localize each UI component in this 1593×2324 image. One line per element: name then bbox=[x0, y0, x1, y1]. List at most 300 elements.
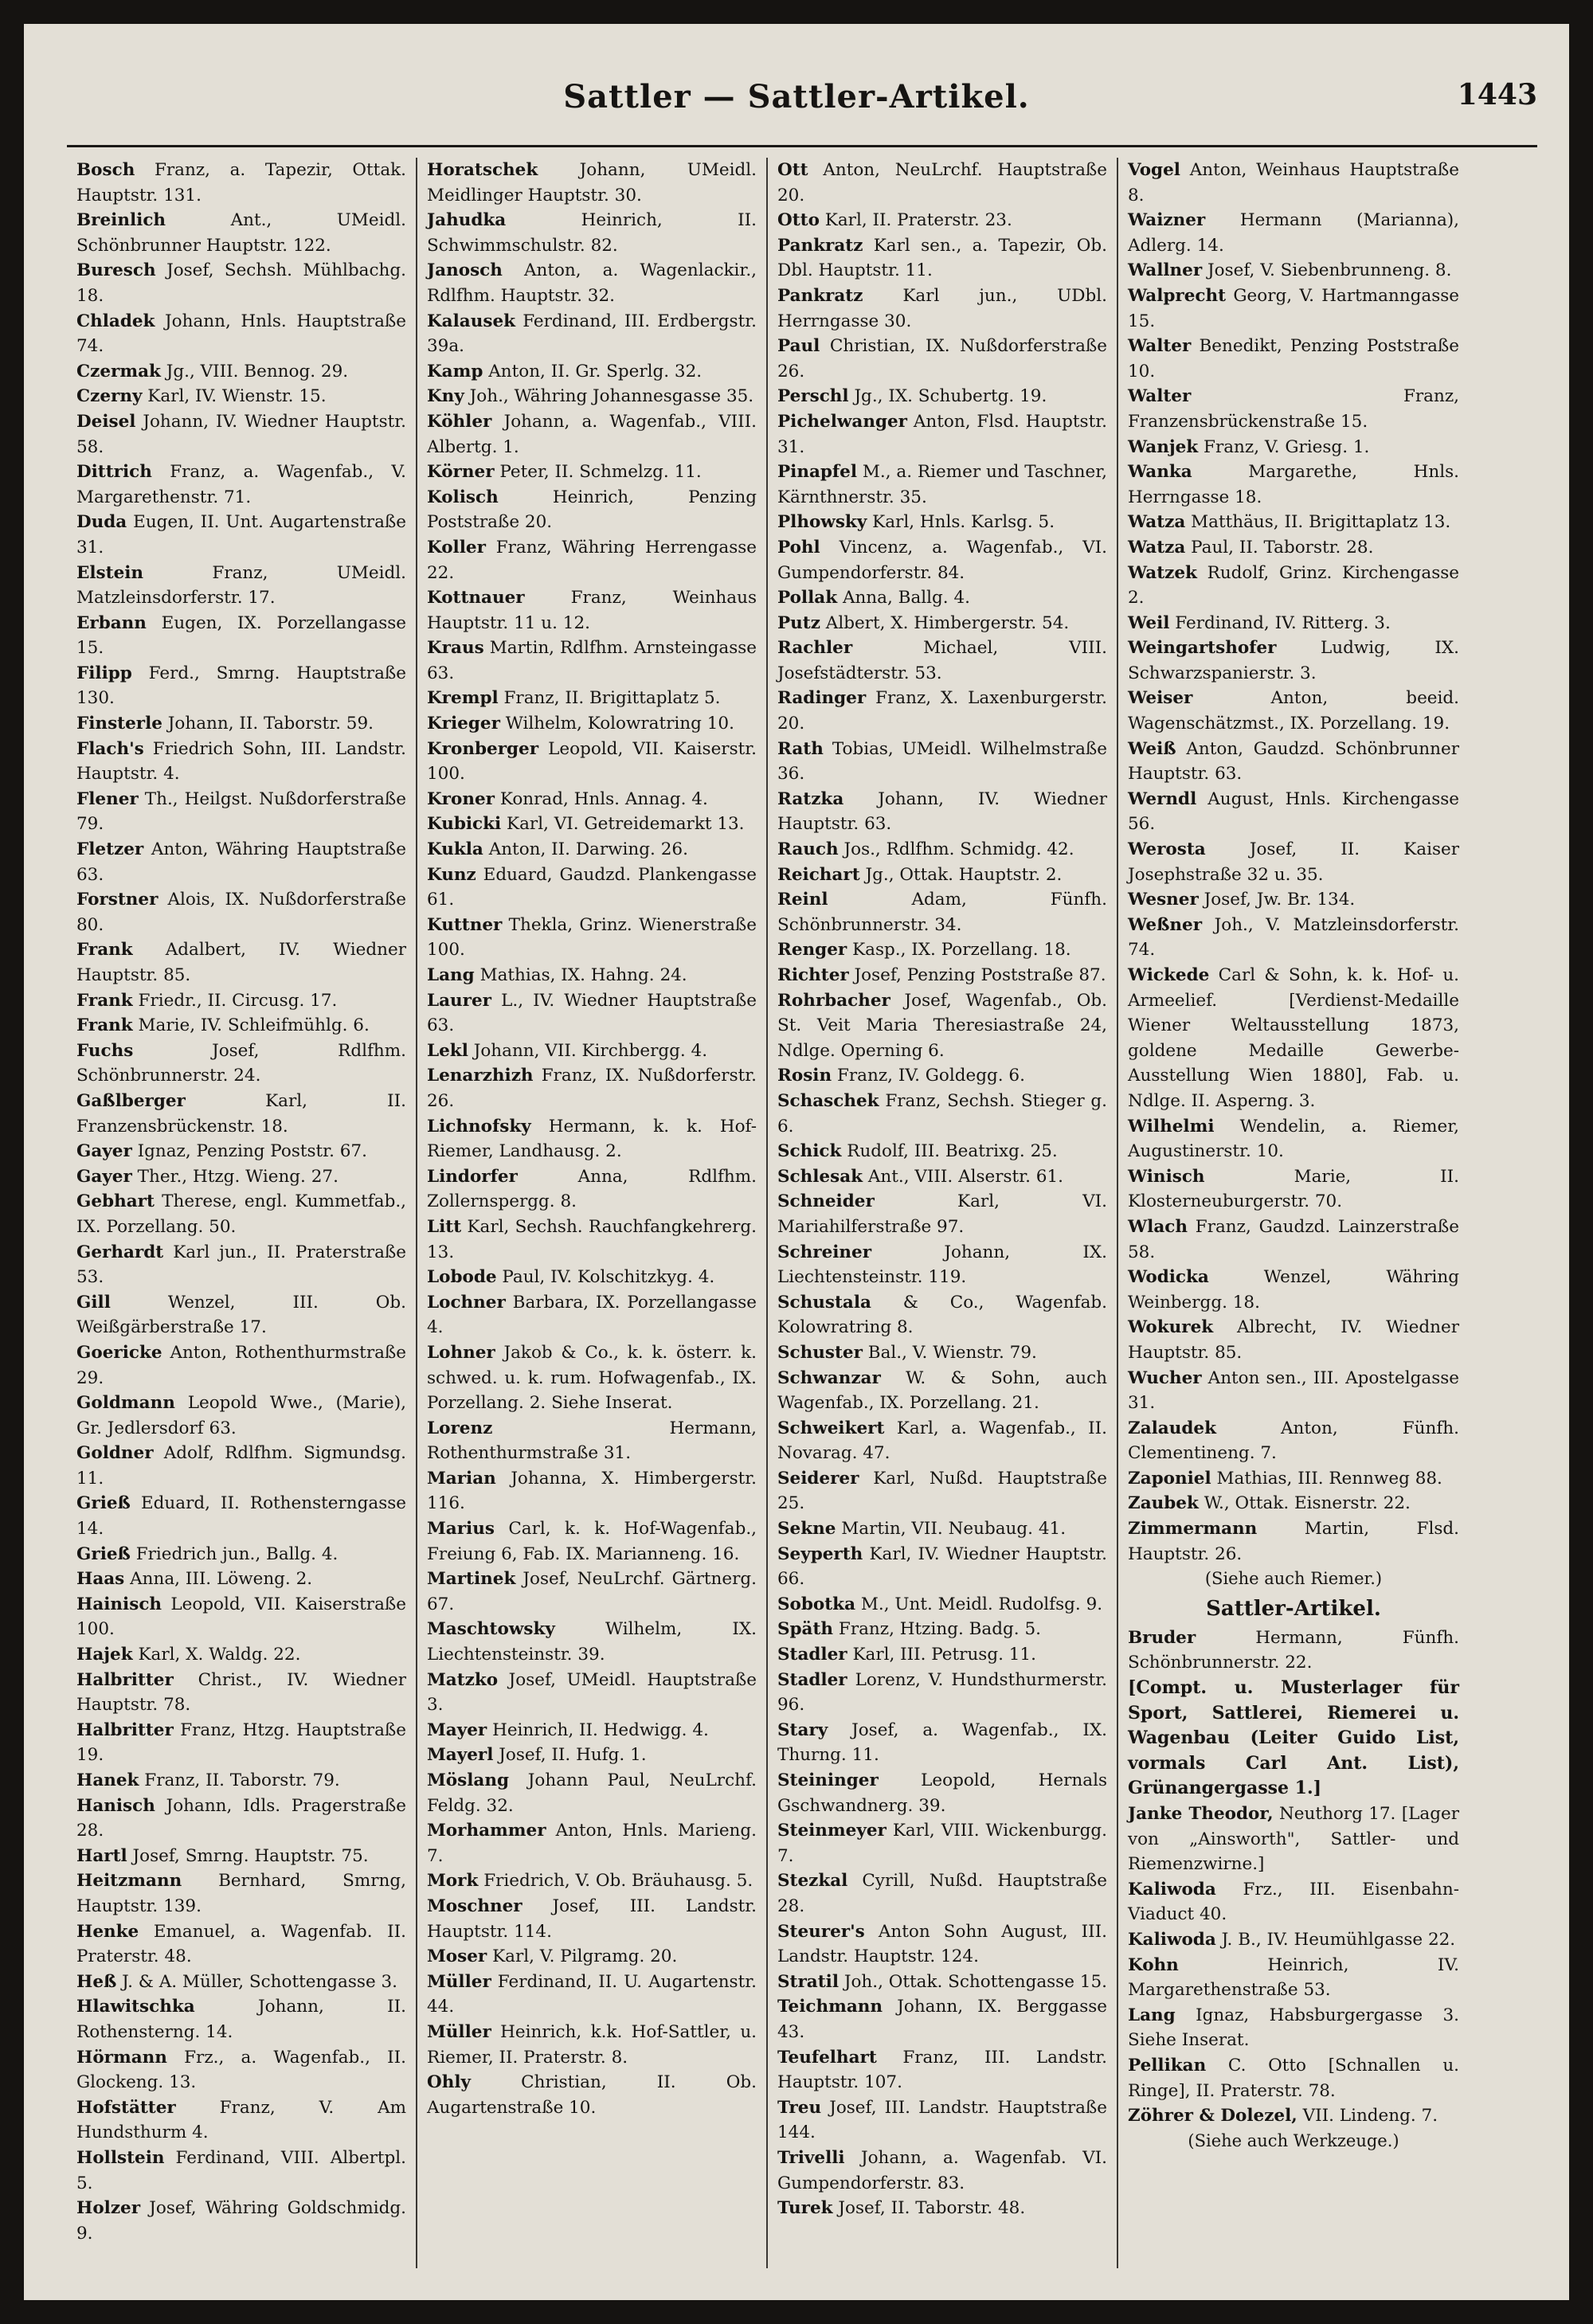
directory-entry bbox=[427, 837, 757, 863]
directory-entry bbox=[1128, 887, 1459, 913]
entry-text: Karl, a. Wagenfab., II. Novarag. 47. bbox=[777, 1418, 1107, 1464]
entry-name: Gayer bbox=[76, 1141, 132, 1162]
entry-text: Karl, Sechsh. Rauchfangkehrerg. 13. bbox=[427, 1216, 757, 1262]
entry-name: Morhammer bbox=[427, 1821, 546, 1841]
entry-name: Mayerl bbox=[427, 1745, 494, 1766]
entry-text: Jos., Rdlfhm. Schmidg. 42. bbox=[843, 839, 1074, 860]
directory-entry bbox=[427, 460, 757, 485]
directory-entry bbox=[1128, 1366, 1459, 1416]
entry-text: Albert, X. Himbergerstr. 54. bbox=[825, 612, 1070, 633]
entry-name: Rosin bbox=[777, 1066, 832, 1086]
directory-entry bbox=[76, 887, 406, 937]
directory-entry bbox=[427, 812, 757, 837]
entry-name: Lobode bbox=[427, 1267, 497, 1288]
entry-text: Josef, Sechsh. Mühlbachg. 18. bbox=[76, 260, 406, 306]
entry-name: Frank bbox=[76, 940, 133, 961]
directory-entry bbox=[427, 1668, 757, 1718]
entry-text: Jg., VIII. Bennog. 29. bbox=[166, 361, 349, 381]
entry-name: Kalausek bbox=[427, 311, 516, 331]
directory-entry bbox=[777, 1818, 1107, 1868]
entry-name: Moschner bbox=[427, 1896, 523, 1916]
directory-entry bbox=[76, 1542, 406, 1567]
entry-name: Kubicki bbox=[427, 814, 502, 835]
entry-text: Adalbert, IV. Wiedner Hauptstr. 85. bbox=[76, 940, 407, 985]
entry-name: Bruder bbox=[1128, 1627, 1196, 1648]
entry-name: Teichmann bbox=[777, 1997, 883, 2017]
directory-entry bbox=[777, 2146, 1107, 2196]
entry-text: Anton, II. Darwing. 26. bbox=[488, 839, 688, 860]
entry-text: Albrecht, IV. Wiedner Hauptstr. 85. bbox=[1128, 1317, 1459, 1363]
entry-text: Karl jun., UDbl. Herrngasse 30. bbox=[777, 285, 1107, 331]
entry-text: Anton, Fünfh. Clementineng. 7. bbox=[1128, 1418, 1459, 1464]
entry-name: Sekne bbox=[777, 1519, 836, 1540]
directory-entry bbox=[427, 309, 757, 359]
entry-name: Grieß bbox=[76, 1493, 131, 1514]
directory-entry bbox=[1128, 1802, 1459, 1877]
entry-name: Litt bbox=[427, 1216, 462, 1237]
entry-text: Christ., IV. Wiedner Hauptstr. 78. bbox=[76, 1669, 406, 1716]
entry-text: Friedrich, V. Ob. Bräuhausg. 5. bbox=[483, 1871, 753, 1892]
entry-name: Werndl bbox=[1128, 788, 1197, 809]
entry-name: Seiderer bbox=[777, 1468, 859, 1489]
directory-entry bbox=[1128, 2103, 1459, 2129]
entry-name: Weil bbox=[1128, 612, 1170, 633]
see-also-note: (Siehe auch Werkzeuge.) bbox=[1188, 2130, 1399, 2150]
entry-text: Ferdinand, VIII. Albertpl. 5. bbox=[76, 2147, 407, 2193]
entry-text: Kasp., IX. Porzellang. 18. bbox=[852, 940, 1071, 961]
entry-name: Schick bbox=[777, 1141, 842, 1162]
directory-entry bbox=[1128, 1114, 1459, 1164]
entry-text: Barbara, IX. Porzellangasse 4. bbox=[427, 1292, 757, 1338]
directory-entry bbox=[1128, 686, 1459, 736]
entry-name: Körner bbox=[427, 462, 495, 483]
column-3 bbox=[768, 158, 1118, 2268]
entry-name: Watza bbox=[1128, 537, 1186, 558]
entry-text: Johanna, X. Himbergerstr. 116. bbox=[427, 1468, 757, 1514]
entry-name: Stary bbox=[777, 1720, 828, 1740]
entry-name: Stadler bbox=[777, 1669, 847, 1690]
entry-text: Rudolf, Grinz. Kirchengasse 2. bbox=[1128, 562, 1459, 608]
directory-entry bbox=[777, 1063, 1107, 1089]
entry-name: Lenarzhizh bbox=[427, 1066, 534, 1086]
entry-name: Gayer bbox=[76, 1166, 132, 1187]
directory-entry bbox=[76, 1668, 406, 1718]
entry-name: Moser bbox=[427, 1946, 487, 1967]
column-4 bbox=[1118, 158, 1469, 2268]
entry-name: Hollstein bbox=[76, 2147, 165, 2168]
entry-text: M., Unt. Meidl. Rudolfsg. 9. bbox=[860, 1594, 1103, 1614]
directory-entry bbox=[777, 611, 1107, 636]
entry-text: Anna, Ballg. 4. bbox=[842, 588, 970, 608]
directory-entry bbox=[427, 1265, 757, 1290]
entry-name: Rachler bbox=[777, 638, 853, 659]
directory-entry bbox=[1128, 1466, 1459, 1492]
directory-entry bbox=[777, 963, 1107, 988]
directory-entry bbox=[1128, 1215, 1459, 1265]
directory-entry bbox=[777, 1366, 1107, 1416]
directory-entry bbox=[427, 636, 757, 686]
entry-text: Johann, II. Taborstr. 59. bbox=[167, 714, 374, 734]
entry-name: Deisel bbox=[76, 411, 136, 432]
entry-name: Pohl bbox=[777, 537, 820, 558]
entry-name: Steinmeyer bbox=[777, 1821, 887, 1841]
directory-entry bbox=[427, 963, 757, 988]
entry-text: Johann Paul, NeuLrchf. Feldg. 32. bbox=[427, 1770, 757, 1816]
entry-name: Reinl bbox=[777, 890, 828, 910]
entry-name: Waizner bbox=[1128, 210, 1206, 231]
entry-name: Wesner bbox=[1128, 890, 1199, 910]
entry-text: Johann, Idls. Pragerstraße 28. bbox=[76, 1795, 406, 1841]
entry-name: Krieger bbox=[427, 714, 500, 734]
entry-text: Martin, VII. Neubaug. 41. bbox=[841, 1519, 1067, 1540]
directory-entry bbox=[427, 2070, 757, 2120]
page-header bbox=[24, 78, 1569, 129]
entry-text: Benedikt, Penzing Poststraße 10. bbox=[1128, 336, 1460, 381]
entry-name: Pinapfel bbox=[777, 462, 858, 483]
entry-text: Heinrich, IV. Margarethenstraße 53. bbox=[1128, 1954, 1459, 2001]
directory-entry bbox=[76, 1164, 406, 1190]
directory-entry bbox=[777, 284, 1107, 334]
entry-text: Josef, Wagenfab., Ob. St. Veit Maria Theresiastraße 24, Ndlge. Operning 6. bbox=[777, 990, 1107, 1061]
directory-entry bbox=[777, 1189, 1107, 1239]
directory-entry bbox=[427, 1114, 757, 1164]
directory-entry bbox=[76, 1391, 406, 1441]
see-also-note: (Siehe auch Riemer.) bbox=[1204, 1569, 1383, 1589]
directory-entry bbox=[76, 1340, 406, 1391]
entry-text: Georg, V. Hartmanngasse 15. bbox=[1128, 285, 1459, 331]
directory-entry bbox=[427, 258, 757, 308]
entry-name: Weßner bbox=[1128, 914, 1203, 935]
directory-page bbox=[24, 24, 1569, 2300]
header-rule bbox=[67, 145, 1537, 147]
entry-text: Josef, III. Landstr. Hauptstr. 114. bbox=[427, 1896, 757, 1942]
entry-name: Frank bbox=[76, 1015, 133, 1036]
entry-text: Ferdinand, II. U. Augartenstr. 44. bbox=[427, 1971, 757, 2017]
entry-name: Lindorfer bbox=[427, 1166, 518, 1187]
entry-text: Jg., Ottak. Hauptstr. 2. bbox=[865, 864, 1063, 885]
entry-text: Johann, II. Rothensterng. 14. bbox=[76, 1997, 406, 2042]
entry-name: Horatschek bbox=[427, 160, 538, 180]
entry-name: Schweikert bbox=[777, 1418, 885, 1438]
entry-text: Bernhard, Smrng, Hauptstr. 139. bbox=[76, 1871, 406, 1916]
entry-text: Karl, VIII. Wickenburgg. 7. bbox=[777, 1821, 1107, 1866]
entry-name: Heß bbox=[76, 1971, 117, 1992]
entry-name: Mayer bbox=[427, 1720, 487, 1740]
directory-entry bbox=[427, 1290, 757, 1340]
directory-entry bbox=[1128, 561, 1459, 611]
entry-name: Werosta bbox=[1128, 839, 1206, 860]
entry-text: Karl, IV. Wiedner Hauptstr. 66. bbox=[777, 1543, 1107, 1590]
directory-entry bbox=[76, 1039, 406, 1089]
entry-name: Hanek bbox=[76, 1770, 139, 1790]
entry-name: Watza bbox=[1128, 512, 1186, 533]
entry-text: Leopold, VII. Kaiserstraße 100. bbox=[76, 1594, 406, 1640]
directory-entry bbox=[427, 585, 757, 636]
entry-name: Schwanzar bbox=[777, 1367, 881, 1388]
directory-entry bbox=[76, 1240, 406, 1290]
entry-text: Hermann, Rothenthurmstraße 31. bbox=[427, 1418, 757, 1464]
entry-text: Thekla, Grinz. Wienerstraße 100. bbox=[427, 914, 757, 961]
entry-text: Josef, NeuLrchf. Gärtnerg. 67. bbox=[427, 1569, 757, 1614]
entry-name: Plhowsky bbox=[777, 512, 867, 533]
entry-name: Lang bbox=[427, 965, 475, 985]
entry-text: Anton Sohn August, III. Landstr. Hauptstr. 124. bbox=[777, 1921, 1107, 1967]
entry-text: Bal., V. Wienstr. 79. bbox=[867, 1342, 1037, 1363]
entry-name: Lekl bbox=[427, 1040, 468, 1061]
entry-name: Breinlich bbox=[76, 210, 166, 231]
entry-name: Weiser bbox=[1128, 688, 1193, 709]
directory-entry bbox=[427, 359, 757, 385]
entry-name: Kaliwoda bbox=[1128, 1879, 1216, 1899]
entry-text: Johann, a. Wagenfab., VIII. Albertg. 1. bbox=[427, 411, 757, 457]
entry-text: Franz, X. Laxenburgerstr. 20. bbox=[777, 688, 1107, 734]
column-1 bbox=[67, 158, 417, 2268]
entry-name: Kuttner bbox=[427, 914, 503, 935]
entry-name: Gill bbox=[76, 1292, 111, 1313]
entry-name: Lang bbox=[1128, 2005, 1176, 2025]
directory-entry bbox=[76, 1768, 406, 1794]
entry-text: Franz, Weinhaus Hauptstr. 11 u. 12. bbox=[427, 588, 757, 633]
entry-name: Späth bbox=[777, 1619, 834, 1640]
directory-entry bbox=[427, 1466, 757, 1516]
entry-text: Franz, V. Am Hundsthurm 4. bbox=[76, 2097, 406, 2143]
entry-name: Kraus bbox=[427, 638, 484, 659]
entry-text: Jg., IX. Schubertg. 19. bbox=[854, 386, 1047, 407]
entry-name: Teufelhart bbox=[777, 2047, 877, 2068]
entry-name: Zimmermann bbox=[1128, 1519, 1258, 1540]
entry-name: Czerny bbox=[76, 386, 143, 407]
entry-name: Zalaudek bbox=[1128, 1418, 1216, 1438]
directory-entry bbox=[777, 1240, 1107, 1290]
entry-name: Matzko bbox=[427, 1669, 499, 1690]
entry-text: Anna, III. Löweng. 2. bbox=[130, 1569, 313, 1590]
entry-text: M., a. Riemer und Taschner, Kärnthnerstr. 35. bbox=[777, 462, 1107, 507]
entry-name: Vogel bbox=[1128, 160, 1180, 180]
entry-text: Friedrich jun., Ballg. 4. bbox=[135, 1543, 339, 1564]
entry-name: Hartl bbox=[76, 1845, 127, 1866]
directory-entry bbox=[777, 409, 1107, 460]
directory-entry bbox=[1128, 837, 1459, 887]
entry-text: Karl, VI. Getreidemarkt 13. bbox=[507, 814, 745, 835]
directory-entry bbox=[76, 1844, 406, 1869]
entry-text: Johann, IV. Wiedner Hauptstr. 58. bbox=[76, 411, 406, 457]
section-heading: Sattler-Artikel. bbox=[1206, 1596, 1381, 1621]
directory-entry bbox=[1128, 258, 1459, 284]
directory-entry bbox=[427, 711, 757, 737]
directory-entry bbox=[777, 1919, 1107, 1970]
directory-entry bbox=[76, 988, 406, 1014]
entry-name: Haas bbox=[76, 1569, 125, 1590]
entry-name: Kamp bbox=[427, 361, 483, 381]
entry-name: Stratil bbox=[777, 1971, 839, 1992]
entry-text: Karl, Nußd. Hauptstraße 25. bbox=[777, 1468, 1107, 1514]
entry-text: Joh., V. Matzleinsdorferstr. 74. bbox=[1128, 914, 1460, 961]
entry-name: Chladek bbox=[76, 311, 155, 331]
entry-text: J. & A. Müller, Schottengasse 3. bbox=[122, 1971, 398, 1992]
entry-text: Wilhelm, Kolowratring 10. bbox=[505, 714, 734, 734]
entry-text: Anton, II. Gr. Sperlg. 32. bbox=[488, 361, 703, 381]
entry-text: Johann, IX. Liechtensteinstr. 119. bbox=[777, 1242, 1107, 1288]
entry-text: VII. Lindeng. 7. bbox=[1302, 2106, 1438, 2126]
entry-text: Josef, II. Hufg. 1. bbox=[499, 1745, 647, 1766]
directory-entry bbox=[76, 2095, 406, 2146]
directory-entry bbox=[1128, 284, 1459, 334]
entry-text: Wilhelm, IX. Liechtensteinstr. 39. bbox=[427, 1619, 757, 1665]
directory-entry bbox=[777, 1089, 1107, 1139]
entry-name: Heitzmann bbox=[76, 1871, 182, 1892]
entry-text: Franz, Sechsh. Stieger g. 6. bbox=[777, 1090, 1107, 1137]
entry-text: August, Hnls. Kirchengasse 56. bbox=[1128, 788, 1459, 835]
entry-text: Anton, Hnls. Marieng. 7. bbox=[427, 1821, 757, 1866]
entry-text: Heinrich, II. Schwimmschulstr. 82. bbox=[427, 210, 757, 256]
entry-text: Peter, II. Schmelzg. 11. bbox=[499, 462, 702, 483]
entry-text: Anton, Währing Hauptstraße 63. bbox=[76, 839, 406, 885]
directory-entry bbox=[427, 409, 757, 460]
entry-text: Neuthorg 17. [Lager von „Ainsworth", Sattler- und Riemenzwirne.] bbox=[1128, 1804, 1460, 1875]
directory-entry bbox=[777, 2045, 1107, 2095]
directory-entry bbox=[427, 1743, 757, 1768]
entry-name: Hlawitschka bbox=[76, 1997, 195, 2017]
directory-entry bbox=[777, 837, 1107, 863]
entry-name: Fletzer bbox=[76, 839, 144, 860]
entry-name: Frank bbox=[76, 990, 133, 1011]
directory-entry bbox=[76, 1642, 406, 1668]
entry-text: Mathias, III. Rennweg 88. bbox=[1216, 1468, 1442, 1489]
entry-name: Goldmann bbox=[76, 1393, 175, 1414]
entry-text: Margarethe, Hnls. Herrngasse 18. bbox=[1128, 462, 1459, 507]
entry-text: Paul, II. Taborstr. 28. bbox=[1191, 537, 1374, 558]
entry-name: Kukla bbox=[427, 839, 483, 860]
directory-entry bbox=[777, 233, 1107, 284]
entry-text: Josef, II. Taborstr. 48. bbox=[838, 2198, 1026, 2219]
entry-text: Anton, NeuLrchf. Hauptstraße 20. bbox=[777, 160, 1107, 205]
directory-entry bbox=[76, 1089, 406, 1139]
directory-entry bbox=[777, 1868, 1107, 1919]
entry-text: Franz, III. Landstr. Hauptstr. 107. bbox=[777, 2047, 1107, 2093]
entry-name: Hofstätter bbox=[76, 2097, 176, 2118]
entry-name: Martinek bbox=[427, 1569, 516, 1590]
entry-text: Anton, Rothenthurmstraße 29. bbox=[76, 1342, 406, 1388]
entry-text: Eduard, II. Rothensterngasse 14. bbox=[76, 1493, 406, 1540]
directory-entry bbox=[777, 787, 1107, 837]
entry-name: Finsterle bbox=[76, 714, 162, 734]
directory-entry bbox=[1128, 611, 1459, 636]
entry-name: Zaubek bbox=[1128, 1493, 1199, 1514]
entry-name: Schuster bbox=[777, 1342, 863, 1363]
entry-name: Rohrbacher bbox=[777, 990, 890, 1011]
directory-entry bbox=[76, 661, 406, 711]
entry-text: Ferdinand, III. Erdbergstr. 39a. bbox=[427, 311, 757, 357]
directory-entry bbox=[76, 2196, 406, 2246]
entry-name: Pankratz bbox=[777, 285, 863, 306]
entry-name: Watzek bbox=[1128, 562, 1197, 583]
entry-name: Schlesak bbox=[777, 1166, 863, 1187]
directory-entry bbox=[777, 535, 1107, 585]
entry-name: Gebhart bbox=[76, 1191, 155, 1212]
entry-name: Mork bbox=[427, 1871, 479, 1892]
directory-entry bbox=[76, 561, 406, 611]
entry-text: Franz, UMeidl. Matzleinsdorferstr. 17. bbox=[76, 562, 406, 608]
entry-name: Putz bbox=[777, 612, 820, 633]
entry-name: Halbritter bbox=[76, 1669, 174, 1690]
directory-entry bbox=[1128, 636, 1459, 686]
entry-text: Josef, Rdlfhm. Schönbrunnerstr. 24. bbox=[76, 1040, 406, 1086]
entry-text: Tobias, UMeidl. Wilhelmstraße 36. bbox=[777, 738, 1107, 784]
entry-text: Franz, IV. Goldegg. 6. bbox=[836, 1066, 1025, 1086]
directory-entry bbox=[777, 510, 1107, 535]
entry-name: Krempl bbox=[427, 688, 499, 709]
entry-name: Marius bbox=[427, 1519, 495, 1540]
entry-text: Friedrich Sohn, III. Landstr. Hauptstr. 4. bbox=[76, 738, 406, 784]
entry-name: Müller bbox=[427, 2021, 491, 2042]
directory-entry bbox=[427, 1215, 757, 1265]
entry-text: Ferdinand, IV. Ritterg. 3. bbox=[1175, 612, 1391, 633]
entry-name: Hajek bbox=[76, 1645, 133, 1665]
directory-entry bbox=[427, 737, 757, 787]
directory-entry bbox=[777, 887, 1107, 937]
entry-text: W., Ottak. Eisnerstr. 22. bbox=[1204, 1493, 1411, 1514]
directory-entry bbox=[76, 711, 406, 737]
entry-name: Buresch bbox=[76, 260, 156, 281]
entry-name: Treu bbox=[777, 2097, 822, 2118]
entry-name: Pollak bbox=[777, 588, 838, 608]
entry-text: Friedr., II. Circusg. 17. bbox=[138, 990, 338, 1011]
directory-entry bbox=[777, 1139, 1107, 1164]
entry-text: Franz, II. Taborstr. 79. bbox=[144, 1770, 340, 1790]
entry-text: Karl, Hnls. Karlsg. 5. bbox=[872, 512, 1055, 533]
directory-entry bbox=[777, 1668, 1107, 1718]
directory-entry bbox=[427, 863, 757, 913]
entry-text: Ignaz, Habsburgergasse 3. Siehe Inserat. bbox=[1128, 2005, 1459, 2051]
entry-text: Anna, Rdlfhm. Zollernspergg. 8. bbox=[427, 1166, 757, 1212]
entry-name: Kaliwoda bbox=[1128, 1929, 1216, 1950]
entry-text: Matthäus, II. Brigittaplatz 13. bbox=[1191, 512, 1451, 533]
entry-text: Alois, IX. Nußdorferstraße 80. bbox=[76, 890, 406, 935]
entry-text: Karl, IV. Wienstr. 15. bbox=[147, 386, 327, 407]
directory-entry bbox=[76, 1718, 406, 1768]
entry-name: Wokurek bbox=[1128, 1317, 1214, 1338]
entry-name: Walprecht bbox=[1128, 285, 1227, 306]
directory-entry bbox=[76, 1189, 406, 1239]
entry-text: Josef, a. Wagenfab., IX. Thurng. 11. bbox=[777, 1720, 1107, 1766]
entry-text: Ant., VIII. Alserstr. 61. bbox=[867, 1166, 1063, 1187]
entry-name: Maschtowsky bbox=[427, 1619, 555, 1640]
entry-name: Duda bbox=[76, 512, 127, 533]
directory-entry bbox=[427, 1617, 757, 1667]
entry-text: Adam, Fünfh. Schönbrunnerstr. 34. bbox=[777, 890, 1107, 935]
entry-text: Anton, Gaudzd. Schönbrunner Hauptstr. 63. bbox=[1128, 738, 1460, 784]
entry-text: Frz., a. Wagenfab., II. Glockeng. 13. bbox=[76, 2047, 406, 2093]
directory-entry bbox=[1128, 384, 1459, 434]
entry-text: Ludwig, IX. Schwarzspanierstr. 3. bbox=[1128, 638, 1459, 683]
entry-name: Wanka bbox=[1128, 462, 1192, 483]
directory-entry bbox=[427, 1039, 757, 1064]
entry-name: Hanisch bbox=[76, 1795, 155, 1816]
entry-name: Walter bbox=[1128, 336, 1192, 357]
entry-name: Koller bbox=[427, 537, 486, 558]
entry-text: Wenzel, III. Ob. Weißgärberstraße 17. bbox=[76, 1292, 406, 1338]
entry-text: Johann, UMeidl. Meidlinger Hauptstr. 30. bbox=[427, 160, 757, 205]
directory-entry bbox=[427, 1516, 757, 1567]
columns bbox=[67, 158, 1537, 2268]
entry-name: Flach's bbox=[76, 738, 144, 759]
directory-entry bbox=[777, 208, 1107, 233]
directory-entry bbox=[777, 988, 1107, 1064]
entry-name: Erbann bbox=[76, 612, 147, 633]
entry-text: Karl jun., II. Praterstraße 53. bbox=[76, 1242, 406, 1288]
directory-entry bbox=[777, 1466, 1107, 1516]
entry-name: Halbritter bbox=[76, 1720, 174, 1740]
